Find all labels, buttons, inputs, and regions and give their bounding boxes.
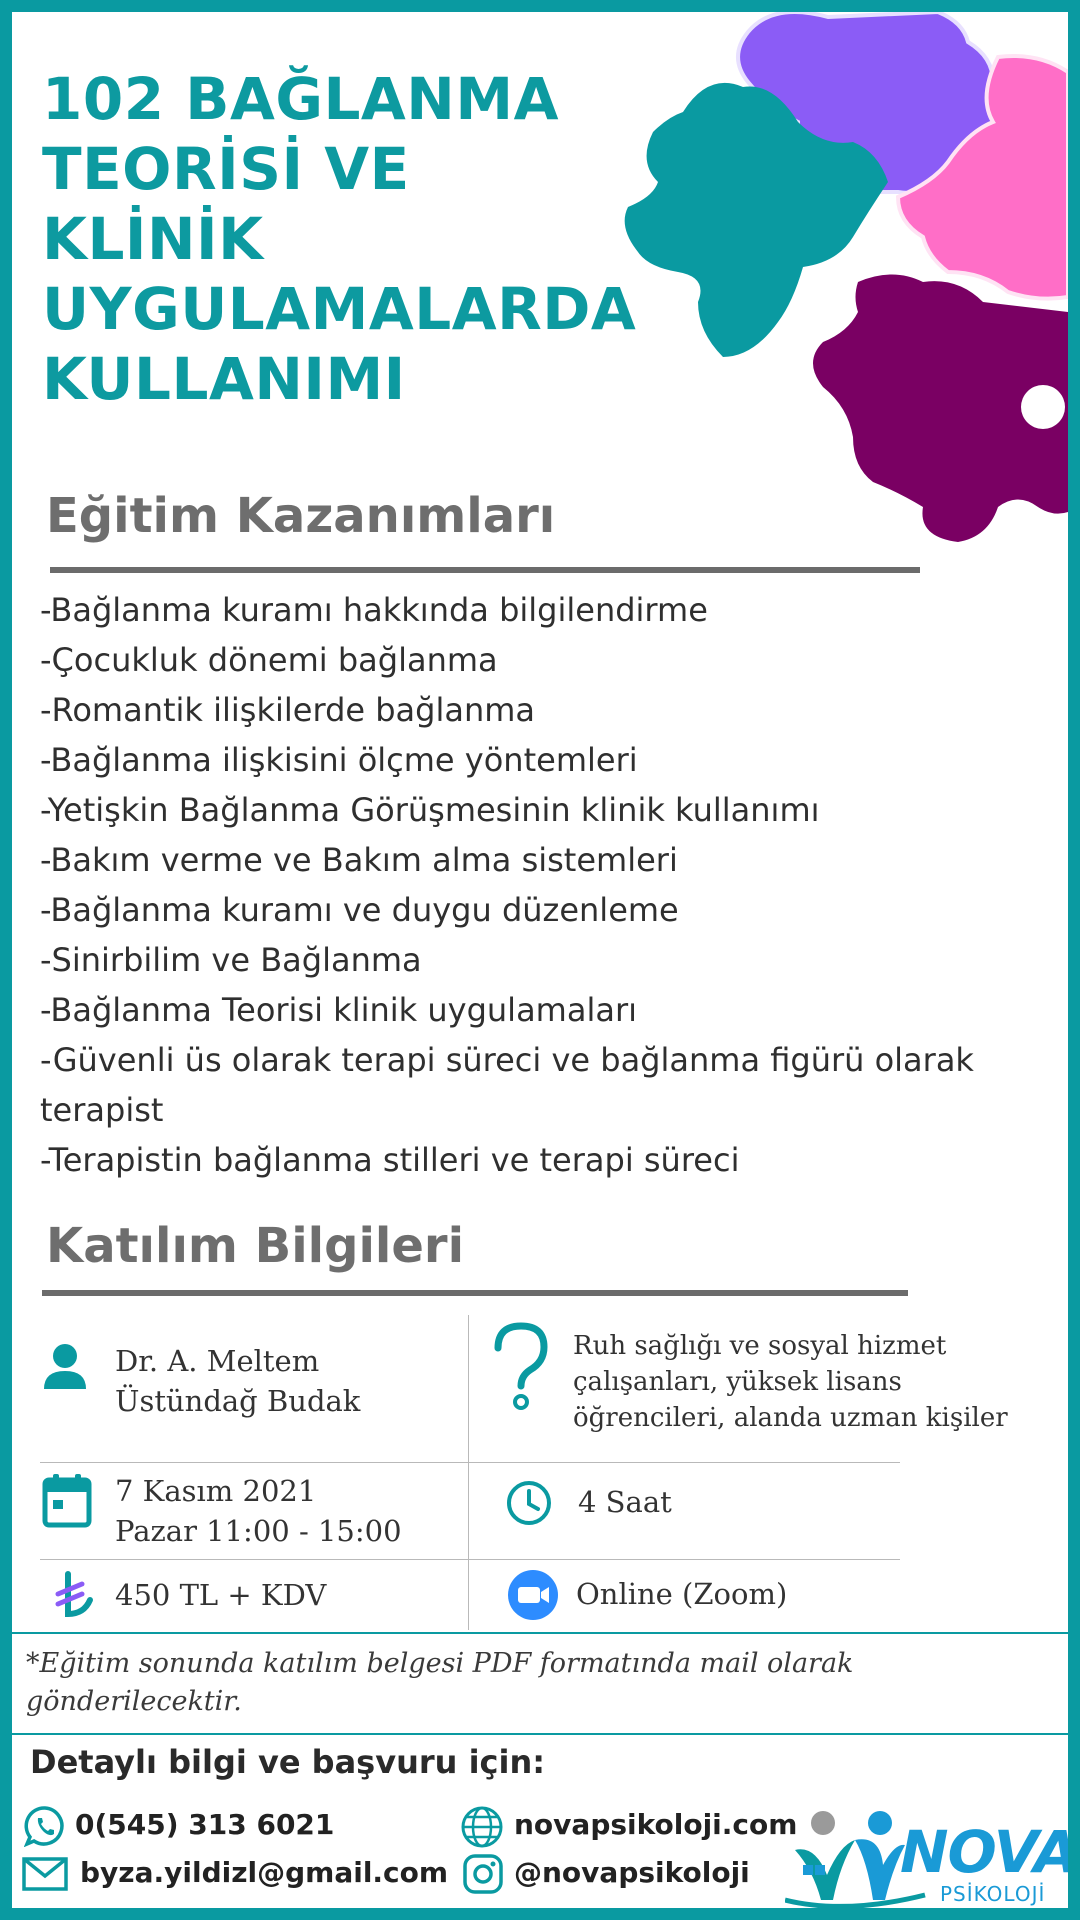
website-link[interactable]: novapsikoloji.com xyxy=(514,1808,798,1841)
logo-subtitle: PSİKOLOJİ xyxy=(940,1882,1046,1906)
envelope-icon xyxy=(22,1857,68,1891)
title-line: KULLANIMI xyxy=(42,345,406,413)
instagram-icon xyxy=(462,1853,504,1895)
list-item: -Sinirbilim ve Bağlanma xyxy=(40,941,422,979)
clock-icon xyxy=(505,1479,553,1527)
title-line: TEORİSİ VE xyxy=(42,135,410,203)
audience-line: Ruh sağlığı ve sosyal hizmet xyxy=(573,1331,947,1361)
list-item: -Güvenli üs olarak terapi süreci ve bağlanma figürü olarak xyxy=(40,1041,974,1079)
participation-divider xyxy=(42,1290,908,1296)
list-item: terapist xyxy=(40,1091,164,1129)
list-item: -Bağlanma ilişkisini ölçme yöntemleri xyxy=(40,741,638,779)
instructor-name-line: Dr. A. Meltem xyxy=(115,1344,320,1378)
title-line: 102 BAĞLANMA xyxy=(42,65,559,133)
list-item: -Romantik ilişkilerde bağlanma xyxy=(40,691,536,729)
list-item: -Bağlanma kuramı ve duygu düzenleme xyxy=(40,891,679,929)
contact-heading: Detaylı bilgi ve başvuru için: xyxy=(30,1743,546,1781)
grid-divider xyxy=(40,1462,900,1463)
price: 450 TL + KDV xyxy=(115,1578,327,1612)
gains-heading: Eğitim Kazanımları xyxy=(46,488,556,544)
gains-divider xyxy=(50,567,920,573)
lira-icon xyxy=(54,1570,94,1620)
event-format: Online (Zoom) xyxy=(576,1577,788,1611)
course-title xyxy=(42,64,682,414)
note-line: *Eğitim sonunda katılım belgesi PDF formatında mail olarak xyxy=(26,1648,854,1679)
date-line: 7 Kasım 2021 xyxy=(115,1474,317,1508)
instructor-name-line: Üstündağ Budak xyxy=(115,1384,361,1418)
audience-line: öğrencileri, alanda uzman kişiler xyxy=(573,1403,1008,1433)
certificate-note xyxy=(26,1645,1026,1721)
grid-divider xyxy=(40,1559,900,1560)
time-line: Pazar 11:00 - 15:00 xyxy=(115,1514,402,1548)
list-item: -Bakım verme ve Bakım alma sistemleri xyxy=(40,841,678,879)
gains-list xyxy=(40,585,1070,1185)
list-item: -Terapistin bağlanma stilleri ve terapi süreci xyxy=(40,1141,740,1179)
note-line: gönderilecektir. xyxy=(26,1686,242,1717)
zoom-video-icon xyxy=(507,1569,559,1621)
list-item: -Bağlanma Teorisi klinik uygulamaları xyxy=(40,991,637,1029)
whatsapp-icon xyxy=(24,1805,66,1847)
logo-wordmark: NOVA xyxy=(900,1818,1078,1886)
calendar-icon xyxy=(42,1472,92,1528)
list-item: -Yetişkin Bağlanma Görüşmesinin klinik kullanımı xyxy=(40,791,820,829)
list-item: -Çocukluk dönemi bağlanma xyxy=(40,641,498,679)
email-link[interactable]: byza.yildizl@gmail.com xyxy=(80,1856,449,1889)
title-line: UYGULAMALARDA xyxy=(42,275,637,343)
duration: 4 Saat xyxy=(578,1485,672,1519)
globe-icon xyxy=(460,1805,504,1849)
person-icon xyxy=(42,1343,88,1391)
question-mark-icon xyxy=(490,1320,552,1412)
instagram-link[interactable]: @novapsikoloji xyxy=(514,1856,750,1889)
list-item: -Bağlanma kuramı hakkında bilgilendirme xyxy=(40,591,708,629)
target-audience xyxy=(573,1328,1008,1436)
phone-link[interactable]: 0(545) 313 6021 xyxy=(75,1808,335,1841)
event-date xyxy=(115,1471,402,1551)
grid-divider xyxy=(468,1315,469,1630)
audience-line: çalışanları, yüksek lisans xyxy=(573,1367,902,1397)
instructor-name xyxy=(115,1341,360,1421)
participation-heading: Katılım Bilgileri xyxy=(46,1218,465,1274)
title-line: KLİNİK xyxy=(42,205,264,273)
